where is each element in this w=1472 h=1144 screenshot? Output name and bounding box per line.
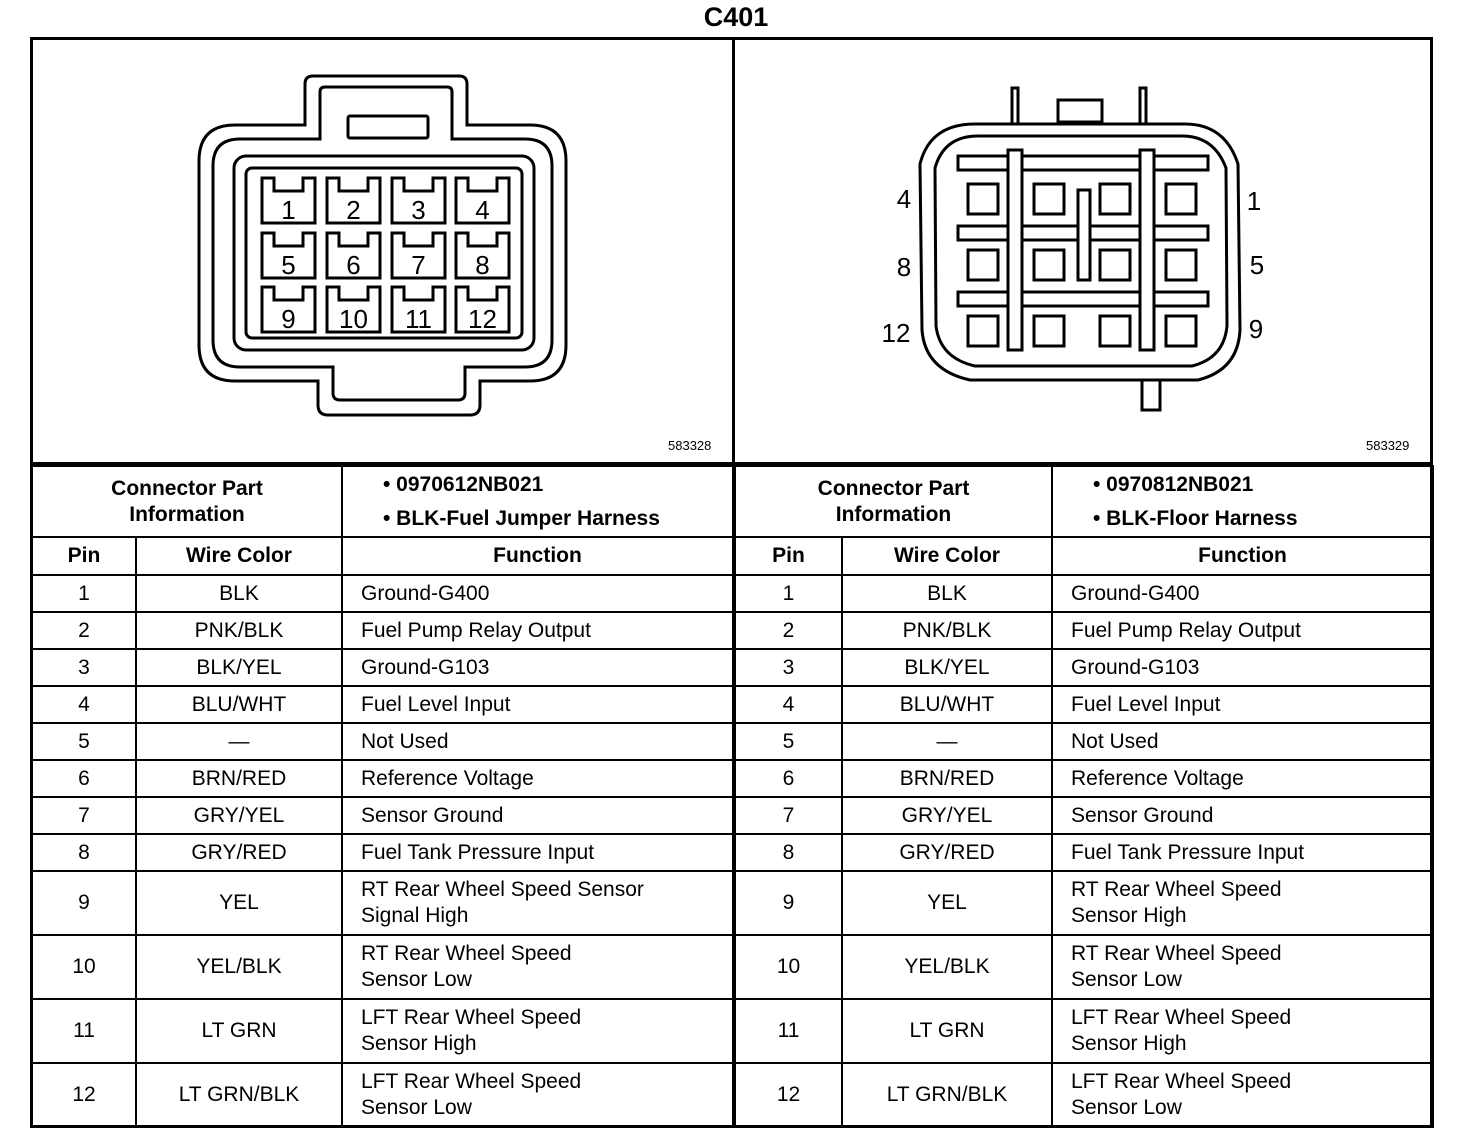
pin-function: [1052, 834, 1433, 871]
wire-color: GRY/RED: [842, 834, 1052, 871]
separator-bar-3: [958, 292, 1208, 306]
cavity-label-8: 8: [896, 252, 912, 282]
wire-color: LT GRN: [842, 999, 1052, 1063]
pin-number: 7: [735, 797, 842, 834]
cavity-label-6: 6: [346, 250, 361, 280]
pin-function: [342, 797, 733, 834]
pin-row: [735, 871, 1433, 935]
pin-function: [1052, 760, 1433, 797]
pin-number: 12: [735, 1063, 842, 1127]
wire-color: LT GRN/BLK: [842, 1063, 1052, 1127]
pin-function: [1052, 686, 1433, 723]
pin-function-line: Ground-G103: [361, 655, 490, 679]
pin-number: 2: [735, 612, 842, 649]
pin-function: [342, 871, 733, 935]
pin-function: [1052, 935, 1433, 999]
pin-number: 3: [32, 649, 136, 686]
wire-color: LT GRN/BLK: [136, 1063, 342, 1127]
pin-row: [735, 760, 1433, 797]
cavity-label-4: 4: [475, 195, 490, 225]
wire-color: BLK/YEL: [842, 649, 1052, 686]
pin-function-line: Fuel Tank Pressure Input: [1071, 840, 1305, 864]
header-pin: Pin: [32, 537, 136, 575]
cavity-label-1: 1: [281, 195, 296, 225]
wire-color: BLK: [842, 575, 1052, 612]
cavity-label-9: 9: [1248, 314, 1264, 344]
pin-function-line: Fuel Pump Relay Output: [361, 618, 591, 642]
pin-number: 5: [735, 723, 842, 760]
pin-number: 1: [735, 575, 842, 612]
pin-function-line: RT Rear Wheel Speed: [1071, 942, 1282, 965]
connector-drawing-right: [880, 40, 1300, 430]
pin-row: [735, 1063, 1433, 1127]
pin-function: [1052, 649, 1433, 686]
figure-number-left: 583328: [668, 438, 712, 453]
terminal-2: [1034, 184, 1064, 214]
pin-function-line: Not Used: [361, 729, 449, 753]
header-function: Function: [1052, 537, 1433, 575]
pin-number: 8: [735, 834, 842, 871]
wire-color: BRN/RED: [842, 760, 1052, 797]
cavity-label-9: 9: [281, 304, 296, 334]
wire-color: GRY/RED: [136, 834, 342, 871]
connector-part-info: • 0970612NB021 • BLK-Fuel Jumper Harness: [342, 466, 733, 537]
pin-row: [32, 760, 733, 797]
pin-function: [1052, 1063, 1433, 1127]
pin-row: [735, 723, 1433, 760]
separator-bar-5: [1140, 150, 1154, 350]
pin-function: [342, 649, 733, 686]
pin-function-line: Ground-G103: [1071, 655, 1200, 679]
pin-function: [342, 834, 733, 871]
terminal-8: [1166, 250, 1196, 280]
separator-bar-6: [1078, 190, 1090, 280]
pin-function: [342, 760, 733, 797]
wire-color: YEL: [136, 871, 342, 935]
wire-color: BLK/YEL: [136, 649, 342, 686]
pin-function-line: LFT Rear Wheel Speed: [1071, 1006, 1292, 1029]
pin-row: [32, 1063, 733, 1127]
wire-color: —: [136, 723, 342, 760]
pin-row: [32, 612, 733, 649]
pin-row: [735, 612, 1433, 649]
connector-part-label: Connector Part Information: [735, 466, 1052, 537]
cavity-label-12: 12: [468, 304, 497, 334]
pin-number: 6: [735, 760, 842, 797]
pin-function-line: Signal High: [361, 904, 469, 927]
pinout-table-right: [734, 465, 1434, 1128]
pin-function: [342, 686, 733, 723]
pin-number: 11: [32, 999, 136, 1063]
pin-number: 6: [32, 760, 136, 797]
pin-function: [1052, 871, 1433, 935]
pin-function-line: RT Rear Wheel Speed: [1071, 878, 1282, 901]
pin-row: [32, 649, 733, 686]
cavity-label-3: 3: [411, 195, 426, 225]
cavity-label-7: 7: [411, 250, 426, 280]
pin-function-line: Ground-G400: [1071, 581, 1200, 605]
pin-number: 8: [32, 834, 136, 871]
pin-function-line: Fuel Level Input: [1071, 692, 1221, 716]
pin-function-line: LFT Rear Wheel Speed: [361, 1006, 582, 1029]
pin-row: [32, 834, 733, 871]
pin-function-line: RT Rear Wheel Speed Sensor: [361, 878, 644, 901]
pin-number: 11: [735, 999, 842, 1063]
pin-function-line: Sensor Ground: [1071, 803, 1214, 827]
pin-function-line: Not Used: [1071, 729, 1159, 753]
pin-function-line: LFT Rear Wheel Speed: [1071, 1070, 1292, 1093]
pin-function: [342, 935, 733, 999]
pin-function: [1052, 797, 1433, 834]
wire-color: YEL/BLK: [136, 935, 342, 999]
pin-function-line: Reference Voltage: [361, 766, 534, 790]
connector-part-label: Connector Part Information: [32, 466, 342, 537]
wire-color: YEL: [842, 871, 1052, 935]
wire-color: BRN/RED: [136, 760, 342, 797]
pin-number: 2: [32, 612, 136, 649]
pin-function-line: Reference Voltage: [1071, 766, 1244, 790]
cavity-label-5: 5: [1249, 250, 1265, 280]
figure-number-right: 583329: [1366, 438, 1410, 453]
cavity-label-11: 11: [405, 304, 432, 334]
wire-color: GRY/YEL: [842, 797, 1052, 834]
pin-function: [1052, 575, 1433, 612]
connector-face-left: [180, 40, 712, 453]
terminal-12: [1166, 316, 1196, 346]
pin-row: [32, 686, 733, 723]
cavity-label-4: 4: [896, 184, 912, 214]
pin-row: [735, 686, 1433, 723]
pin-function: [1052, 723, 1433, 760]
pin-function-line: Sensor Low: [1071, 968, 1182, 991]
pin-number: 4: [735, 686, 842, 723]
wire-color: LT GRN: [136, 999, 342, 1063]
wire-color: BLU/WHT: [136, 686, 342, 723]
diagram-title: C401: [703, 2, 769, 32]
pin-row: [32, 575, 733, 612]
pin-function: [342, 1063, 733, 1127]
pin-function-line: Sensor High: [361, 1032, 477, 1055]
pin-row: [32, 871, 733, 935]
cavity-label-8: 8: [475, 250, 490, 280]
pin-function-line: RT Rear Wheel Speed: [361, 942, 572, 965]
pin-function-line: LFT Rear Wheel Speed: [361, 1070, 582, 1093]
terminal-6: [1034, 250, 1064, 280]
pin-function-line: Sensor High: [1071, 904, 1187, 927]
pin-function: [342, 723, 733, 760]
pin-function-line: Sensor Ground: [361, 803, 504, 827]
header-function: Function: [342, 537, 733, 575]
terminal-11: [1100, 316, 1130, 346]
pin-row: [32, 797, 733, 834]
pin-function-line: Fuel Level Input: [361, 692, 511, 716]
terminal-7: [1100, 250, 1130, 280]
pin-function-line: Fuel Tank Pressure Input: [361, 840, 595, 864]
pin-row: [735, 575, 1433, 612]
pin-function: [1052, 999, 1433, 1063]
header-pin: Pin: [735, 537, 842, 575]
terminal-3: [1100, 184, 1130, 214]
wire-color: PNK/BLK: [842, 612, 1052, 649]
connector-part-info: • 0970812NB021 • BLK-Floor Harness: [1052, 466, 1433, 537]
pin-number: 1: [32, 575, 136, 612]
pinout-table-left: [31, 465, 734, 1128]
pin-number: 10: [32, 935, 136, 999]
terminal-4: [1166, 184, 1196, 214]
wire-color: —: [842, 723, 1052, 760]
connector-drawing-left: [180, 40, 580, 430]
pin-function: [1052, 612, 1433, 649]
pin-function-line: Sensor High: [1071, 1032, 1187, 1055]
terminal-1: [968, 184, 998, 214]
wire-color: GRY/YEL: [136, 797, 342, 834]
terminal-9: [968, 316, 998, 346]
pin-row: [32, 723, 733, 760]
pin-number: 12: [32, 1063, 136, 1127]
pin-function-line: Fuel Pump Relay Output: [1071, 618, 1301, 642]
pin-row: [735, 834, 1433, 871]
pin-function-line: Sensor Low: [361, 1096, 472, 1119]
header-wire-color: Wire Color: [136, 537, 342, 575]
pin-number: 4: [32, 686, 136, 723]
separator-bar-1: [958, 156, 1208, 170]
pin-function: [342, 612, 733, 649]
wire-color: BLK: [136, 575, 342, 612]
pin-row: [735, 935, 1433, 999]
pin-function: [342, 575, 733, 612]
pin-row: [735, 649, 1433, 686]
terminal-5: [968, 250, 998, 280]
pin-function-line: Sensor Low: [361, 968, 472, 991]
pin-row: [32, 999, 733, 1063]
pin-row: [32, 935, 733, 999]
cavity-label-5: 5: [281, 250, 296, 280]
figure-divider: [732, 37, 735, 465]
pin-function-line: Ground-G400: [361, 581, 490, 605]
separator-bar-4: [1008, 150, 1022, 350]
wire-color: PNK/BLK: [136, 612, 342, 649]
pin-row: [735, 999, 1433, 1063]
cavity-label-10: 10: [339, 304, 368, 334]
pin-function: [342, 999, 733, 1063]
connector-face-right: [880, 40, 1410, 453]
pin-number: 5: [32, 723, 136, 760]
cavity-label-1: 1: [1246, 186, 1262, 216]
pin-function-line: Sensor Low: [1071, 1096, 1182, 1119]
pin-number: 10: [735, 935, 842, 999]
header-wire-color: Wire Color: [842, 537, 1052, 575]
terminal-10: [1034, 316, 1064, 346]
cavity-label-12: 12: [881, 318, 911, 348]
pin-row: [735, 797, 1433, 834]
pin-number: 3: [735, 649, 842, 686]
wire-color: BLU/WHT: [842, 686, 1052, 723]
pin-number: 9: [32, 871, 136, 935]
pin-number: 7: [32, 797, 136, 834]
pin-number: 9: [735, 871, 842, 935]
cavity-label-2: 2: [346, 195, 361, 225]
wire-color: YEL/BLK: [842, 935, 1052, 999]
